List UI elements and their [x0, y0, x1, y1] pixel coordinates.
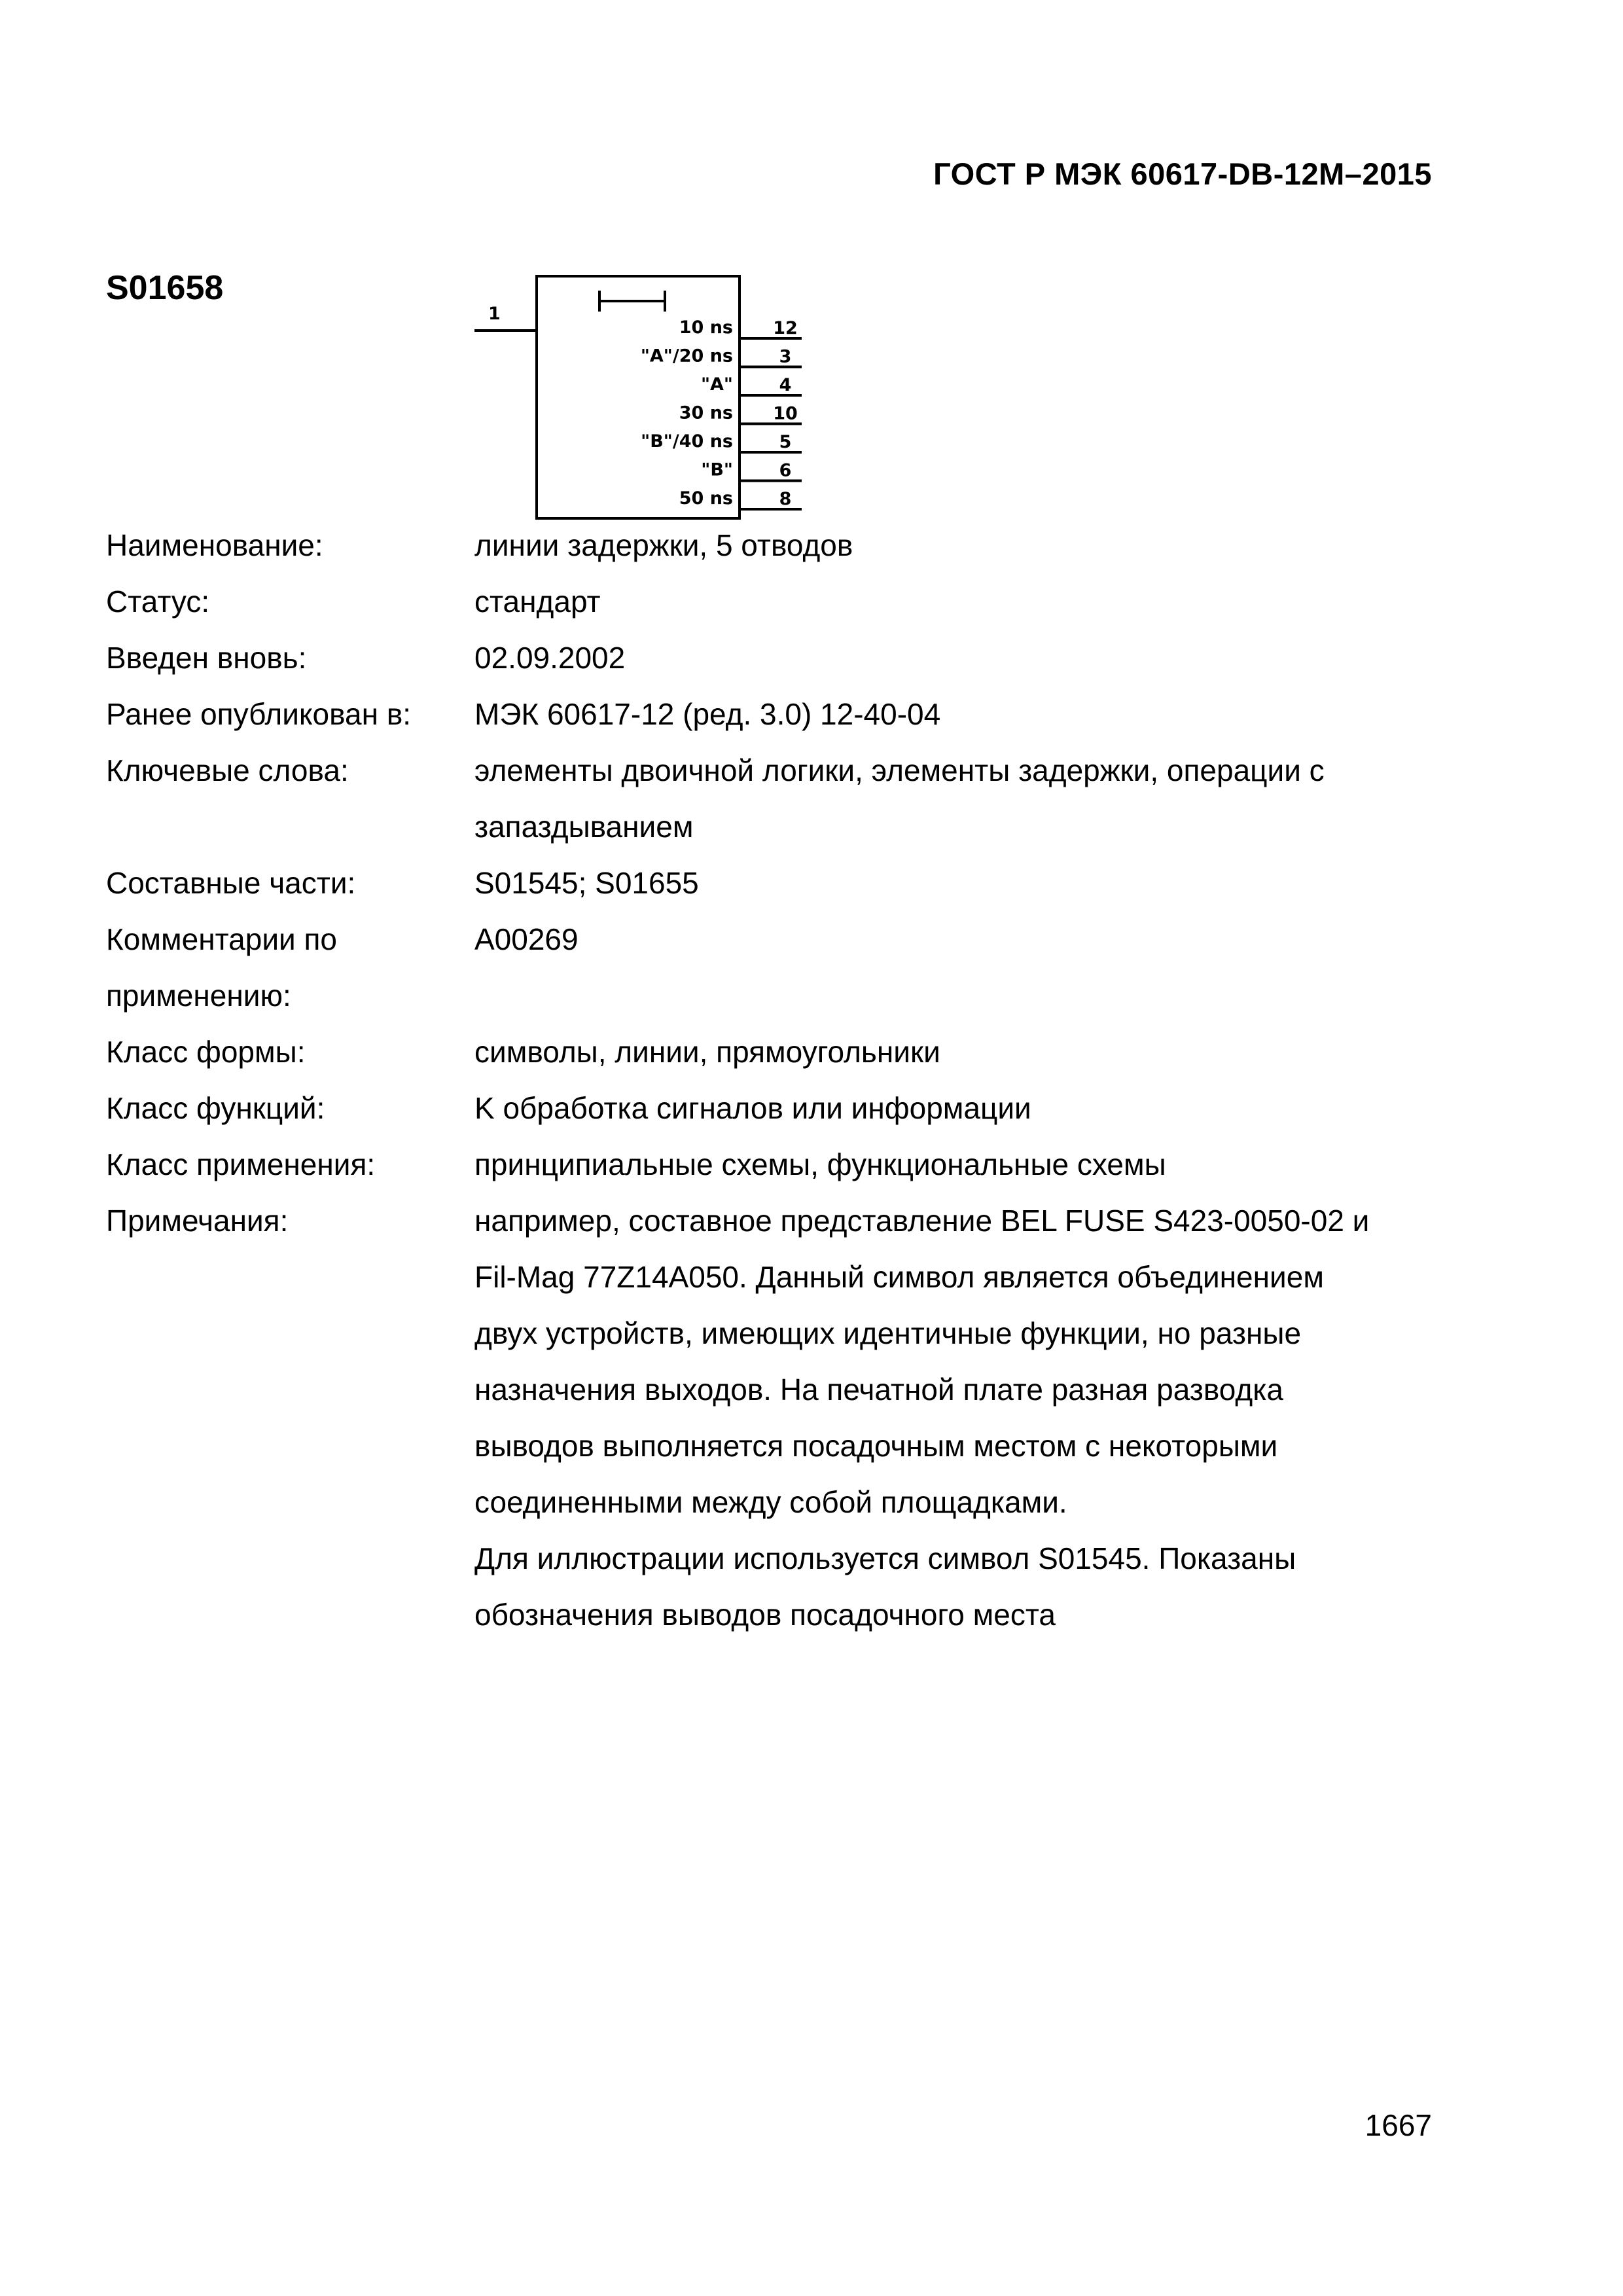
delay-qualifier-icon	[599, 291, 665, 312]
value-line: S01545; S01655	[474, 866, 699, 900]
value-line: Fil-Mag 77Z14A050. Данный символ является объединением	[474, 1260, 1324, 1294]
property-value	[474, 742, 1520, 855]
value-line: стандарт	[474, 584, 601, 619]
value-line: 02.09.2002	[474, 641, 626, 675]
value-line: K обработка сигналов или информации	[474, 1091, 1031, 1125]
value-line: A00269	[474, 922, 579, 956]
property-row	[106, 573, 1520, 630]
tap-pin-number: 4	[779, 375, 792, 395]
value-line: соединенными между собой площадками.	[474, 1485, 1067, 1519]
value-line: обозначения выводов посадочного места	[474, 1598, 1056, 1632]
value-line: линии задержки, 5 отводов	[474, 528, 853, 562]
property-row	[106, 517, 1520, 573]
tap-delay-label: "B"	[701, 459, 733, 480]
property-label: Статус:	[106, 584, 210, 619]
tap-delay-label: "A"	[700, 374, 733, 395]
property-row	[106, 1024, 1520, 1080]
property-label: Ключевые слова:	[106, 753, 349, 787]
value-line: МЭК 60617-12 (ред. 3.0) 12-40-04	[474, 697, 941, 731]
properties-table	[106, 517, 1520, 1643]
value-line: Для иллюстрации используется символ S01545. Показаны	[474, 1541, 1296, 1575]
property-label: Наименование:	[106, 528, 323, 562]
tap-delay-label: "A"/20 ns	[640, 346, 733, 367]
property-label: Класс применения:	[106, 1147, 376, 1181]
tap-pin-number: 12	[773, 318, 798, 338]
property-value	[474, 630, 1520, 686]
property-value	[474, 1136, 1520, 1193]
value-line: символы, линии, прямоугольники	[474, 1035, 940, 1069]
property-row	[106, 630, 1520, 686]
label-line: применению:	[106, 978, 291, 1013]
property-value	[474, 573, 1520, 630]
property-row	[106, 911, 1520, 1024]
property-row	[106, 855, 1520, 911]
property-label: Класс формы:	[106, 1035, 306, 1069]
property-value	[474, 855, 1520, 911]
standard-header: ГОСТ Р МЭК 60617-DB-12M–2015	[933, 156, 1432, 191]
tap-delay-label: "B"/40 ns	[641, 431, 733, 452]
property-row	[106, 1080, 1520, 1136]
value-line: запаздыванием	[474, 810, 694, 844]
property-row	[106, 686, 1520, 742]
property-value	[474, 911, 1520, 1024]
property-value	[474, 517, 1520, 573]
tap-pin-number: 8	[779, 489, 792, 509]
property-value	[474, 1080, 1520, 1136]
tap-pin-number: 3	[779, 346, 792, 367]
property-value	[474, 686, 1520, 742]
delay-line-symbol	[471, 275, 825, 524]
property-value	[474, 1193, 1520, 1643]
tap-pin-number: 5	[779, 432, 792, 452]
page-number: 1667	[1364, 2108, 1432, 2142]
property-value	[474, 1024, 1520, 1080]
value-line: элементы двоичной логики, элементы задержки, операции с	[474, 753, 1325, 787]
property-label: Примечания:	[106, 1204, 289, 1238]
property-label: Составные части:	[106, 866, 356, 900]
output-taps	[641, 317, 802, 509]
tap-delay-label: 10 ns	[679, 317, 733, 338]
property-row	[106, 742, 1520, 855]
tap-delay-label: 30 ns	[679, 403, 733, 423]
symbol-box	[537, 276, 740, 518]
input-pin-label: 1	[488, 304, 501, 324]
value-line: например, составное представление BEL FUSE S423-0050-02 и	[474, 1204, 1370, 1238]
property-row	[106, 1136, 1520, 1193]
value-line: назначения выходов. На печатной плате разная разводка	[474, 1372, 1283, 1407]
tap-delay-label: 50 ns	[679, 488, 733, 509]
tap-pin-number: 6	[779, 460, 792, 481]
property-row	[106, 1193, 1520, 1643]
symbol-code: S01658	[106, 269, 224, 307]
value-line: двух устройств, имеющих идентичные функции, но разные	[474, 1316, 1302, 1350]
value-line: выводов выполняется посадочным местом с некоторыми	[474, 1429, 1278, 1463]
property-label: Введен вновь:	[106, 641, 307, 675]
property-label: Класс функций:	[106, 1091, 325, 1125]
value-line: принципиальные схемы, функциональные схемы	[474, 1147, 1166, 1181]
tap-pin-number: 10	[773, 403, 798, 424]
property-label	[106, 911, 474, 1024]
label-line: Комментарии по	[106, 922, 337, 956]
property-label: Ранее опубликован в:	[106, 697, 412, 731]
